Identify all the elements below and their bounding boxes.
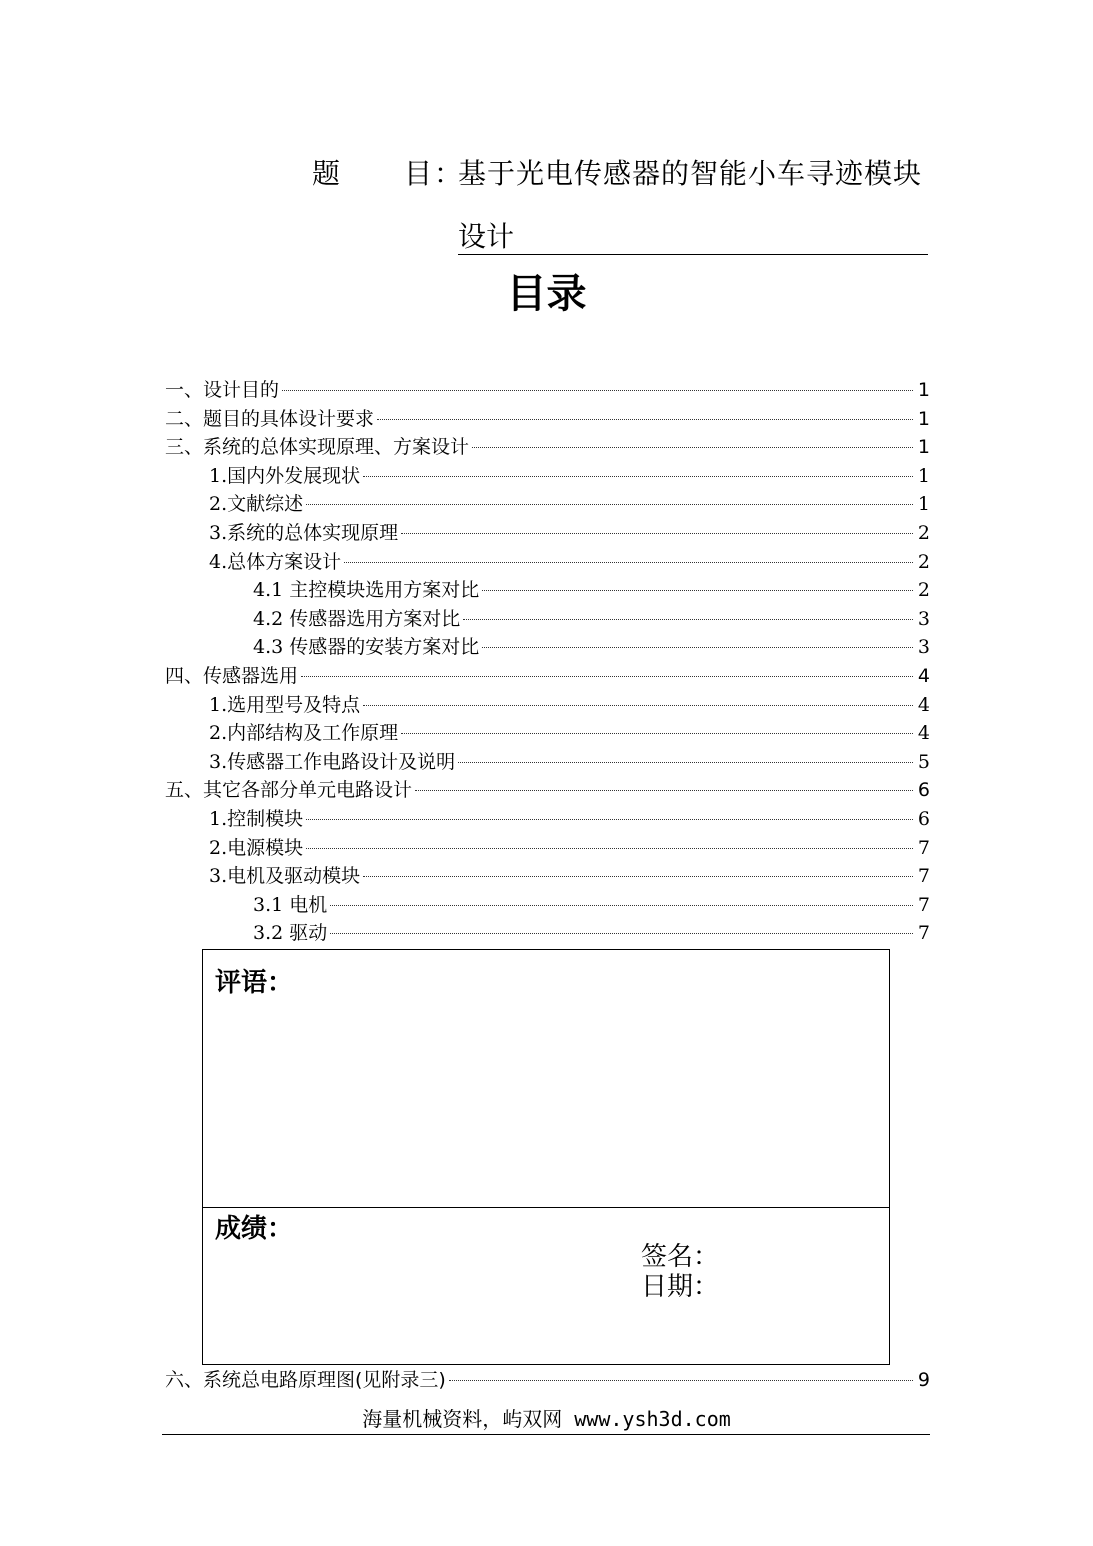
toc-leader-dots [482, 647, 913, 648]
toc-entry-text: 三、系统的总体实现原理、方案设计 [165, 436, 470, 459]
toc-entry-page: 7 [917, 865, 930, 888]
toc-entry-text: 3.电机及驱动模块 [209, 865, 361, 888]
toc-leader-dots [363, 705, 913, 706]
toc-entry-text: 3.传感器工作电路设计及说明 [209, 750, 456, 773]
footer-note: 海量机械资料，屿双网 www.ysh3d.com [362, 1407, 731, 1431]
review-box-divider [203, 1207, 889, 1208]
toc-entry-text: 3.1 电机 [253, 893, 328, 916]
toc-leader-dots [401, 533, 913, 534]
toc-entry-text: 1.国内外发展现状 [209, 464, 361, 487]
signature-label: 签名： [641, 1242, 720, 1272]
review-box [202, 949, 890, 1365]
toc-entry[interactable] [165, 433, 930, 462]
toc-last-entry [165, 1366, 930, 1395]
toc-leader-dots [463, 619, 913, 620]
toc-entry-page: 1 [917, 436, 930, 459]
toc-entry-text: 4.3 传感器的安装方案对比 [253, 636, 480, 659]
toc-leader-dots [282, 390, 913, 391]
toc-entry-text: 3.系统的总体实现原理 [209, 521, 399, 544]
toc-entry-text: 五、其它各部分单元电路设计 [165, 779, 413, 802]
toc-entry-page: 1 [917, 493, 930, 516]
toc-entry[interactable] [165, 834, 930, 863]
toc-entry-page: 6 [917, 807, 930, 830]
toc-entry[interactable] [165, 719, 930, 748]
toc-leader-dots [363, 876, 913, 877]
toc-leader-dots [306, 504, 913, 505]
toc-leader-dots [306, 819, 913, 820]
toc-entry-page: 7 [917, 893, 930, 916]
toc-leader-dots [330, 905, 913, 906]
toc-leader-dots [301, 676, 913, 677]
grade-label: 成绩： [215, 1214, 294, 1244]
toc-entry-page: 2 [917, 579, 930, 602]
date-label: 日期： [641, 1272, 720, 1302]
toc-entry[interactable] [165, 919, 930, 948]
toc-leader-dots [344, 562, 913, 563]
toc-leader-dots [472, 447, 913, 448]
subject-label [312, 152, 464, 192]
toc-leader-dots [330, 933, 913, 934]
toc-entry-text: 2.文献综述 [209, 493, 304, 516]
toc-entry-text: 2.电源模块 [209, 836, 304, 859]
toc-leader-dots [458, 762, 913, 763]
comment-label: 评语： [215, 968, 294, 998]
toc-entry-text: 1.控制模块 [209, 807, 304, 830]
toc-entry-page: 5 [917, 750, 930, 773]
toc-entry[interactable] [165, 633, 930, 662]
toc-entry-page: 3 [917, 607, 930, 630]
toc-entry-page: 7 [917, 836, 930, 859]
toc-leader-dots [415, 790, 913, 791]
toc-entry-text: 一、设计目的 [165, 379, 280, 401]
footer-rule [162, 1434, 930, 1435]
toc-entry[interactable] [165, 1366, 930, 1395]
toc-entry-page: 1 [917, 407, 930, 430]
toc-entry-page: 2 [917, 521, 930, 544]
toc-entry-text: 2.内部结构及工作原理 [209, 722, 399, 745]
toc-leader-dots [482, 590, 913, 591]
toc-entry-page: 6 [917, 779, 930, 802]
toc-entry-text: 4.1 主控模块选用方案对比 [253, 579, 480, 602]
toc-entry-page: 4 [917, 664, 930, 687]
toc-entry-page: 9 [917, 1369, 930, 1391]
toc-entry-page: 7 [917, 922, 930, 945]
toc-leader-dots [449, 1380, 913, 1381]
toc-entry-page: 1 [917, 379, 930, 401]
toc-entry-text: 四、传感器选用 [165, 664, 299, 687]
toc-entry-text: 4.总体方案设计 [209, 550, 342, 573]
toc-entry-page: 4 [917, 693, 930, 716]
table-of-contents [165, 376, 930, 948]
toc-entry[interactable] [165, 376, 930, 405]
toc-entry-page: 4 [917, 722, 930, 745]
toc-leader-dots [401, 733, 913, 734]
toc-leader-dots [306, 848, 913, 849]
toc-entry[interactable] [165, 891, 930, 920]
toc-entry[interactable] [165, 519, 930, 548]
subject-label-char-2: 目： [404, 157, 465, 190]
subject-label-char-1: 题 [312, 157, 343, 190]
toc-entry-text: 1.选用型号及特点 [209, 693, 361, 716]
toc-entry-page: 3 [917, 636, 930, 659]
toc-entry-page: 1 [917, 464, 930, 487]
subject-title-line-2: 设计 [458, 222, 928, 255]
toc-entry[interactable] [165, 405, 930, 434]
toc-heading: 目录 [506, 271, 587, 317]
toc-entry-text: 3.2 驱动 [253, 922, 328, 945]
toc-entry[interactable] [165, 662, 930, 691]
toc-entry-text: 六、系统总电路原理图(见附录三) [165, 1369, 446, 1391]
toc-entry[interactable] [165, 490, 930, 519]
toc-entry[interactable] [165, 748, 930, 777]
toc-entry[interactable] [165, 691, 930, 720]
toc-entry[interactable] [165, 805, 930, 834]
toc-leader-dots [377, 419, 913, 420]
toc-entry[interactable] [165, 605, 930, 634]
subject-title-line-1: 基于光电传感器的智能小车寻迹模块 [458, 157, 923, 190]
toc-entry[interactable] [165, 462, 930, 491]
toc-entry[interactable] [165, 862, 930, 891]
toc-entry-page: 2 [917, 550, 930, 573]
toc-entry-text: 4.2 传感器选用方案对比 [253, 607, 461, 630]
toc-entry[interactable] [165, 548, 930, 577]
toc-entry[interactable] [165, 776, 930, 805]
toc-entry[interactable] [165, 576, 930, 605]
toc-leader-dots [363, 476, 913, 477]
toc-entry-text: 二、题目的具体设计要求 [165, 407, 375, 430]
